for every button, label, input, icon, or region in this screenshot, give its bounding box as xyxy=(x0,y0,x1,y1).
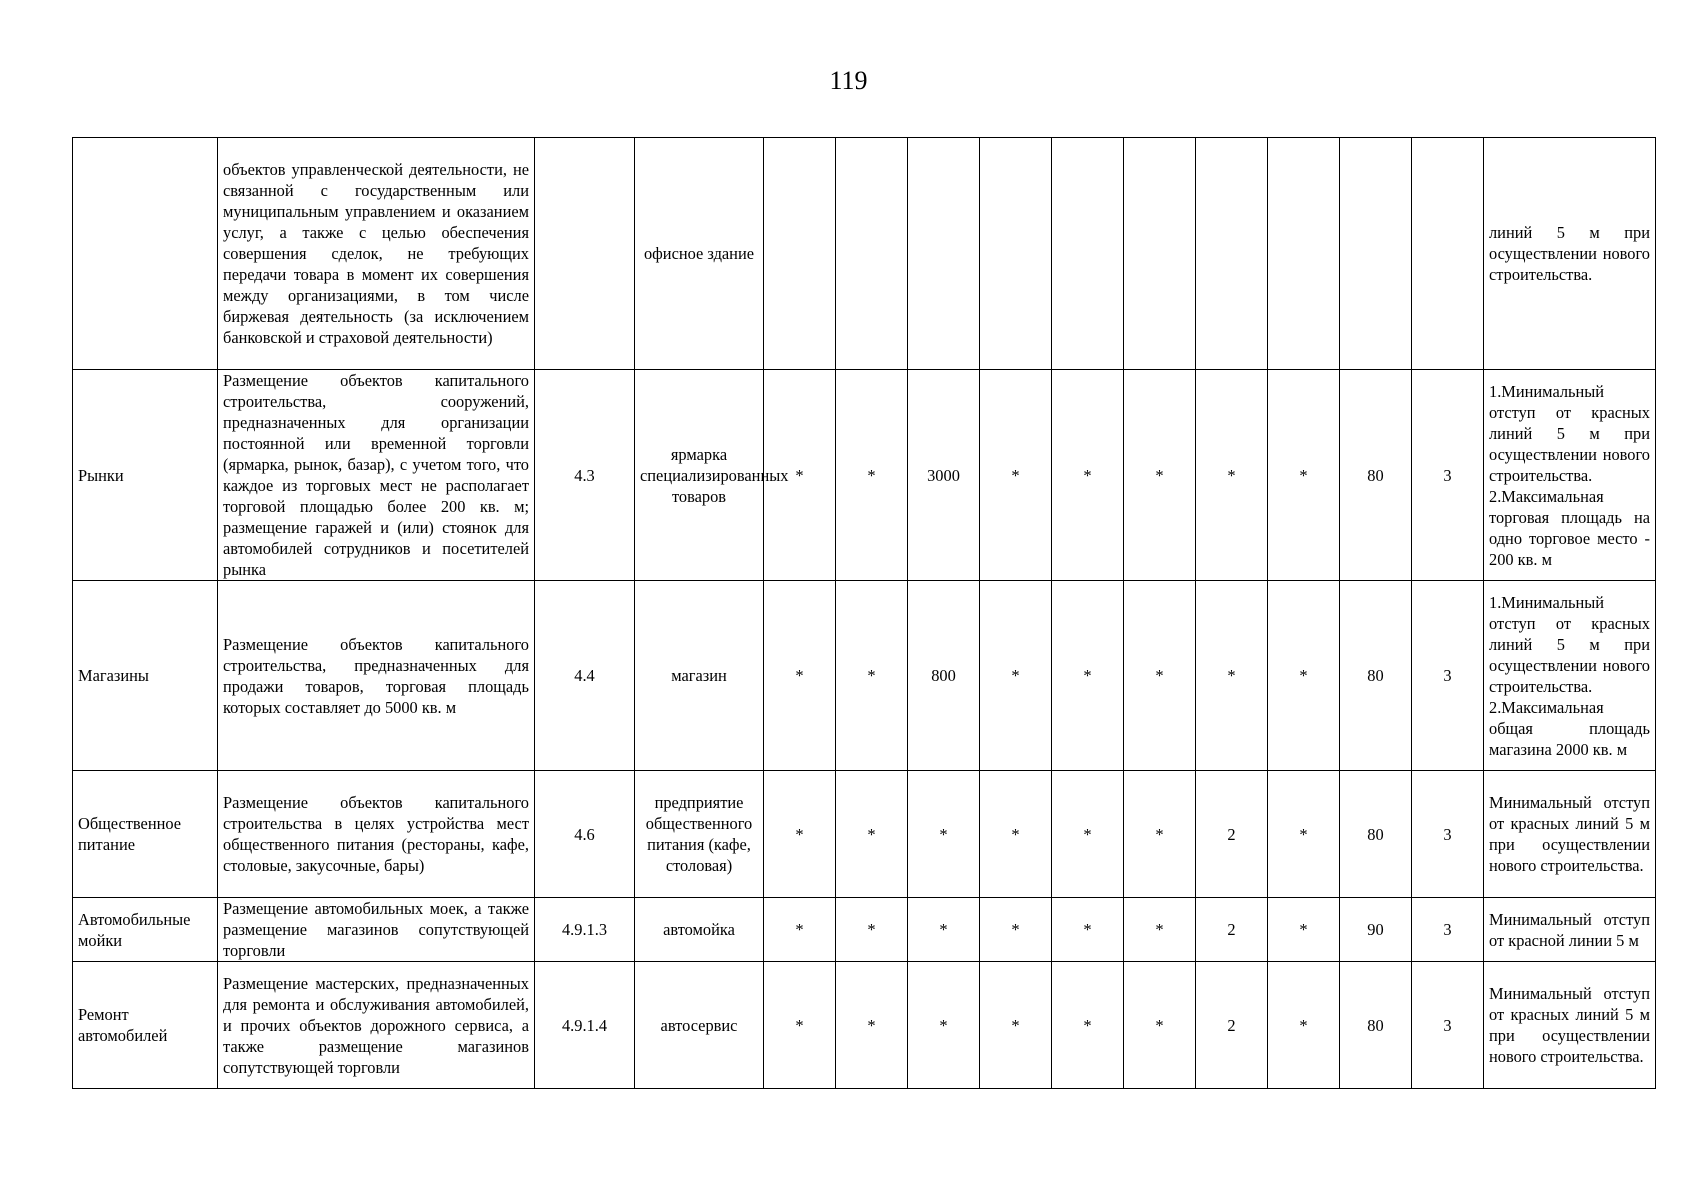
use-description-cell: Размещение объектов капитального строительства, предназначенных для продажи товаров, торговая площадь которых составляет до 5000 кв. м xyxy=(218,581,535,771)
param-cell: * xyxy=(980,370,1052,581)
param-cell: 2 xyxy=(1196,771,1268,898)
param-cell: * xyxy=(1052,581,1124,771)
use-description-cell: Размещение объектов капитального строительства в целях устройства мест общественного питания (рестораны, кафе, столовые, закусочные, бары) xyxy=(218,771,535,898)
use-name-cell: Автомобильные мойки xyxy=(73,898,218,962)
param-cell: * xyxy=(836,771,908,898)
param-cell xyxy=(1196,138,1268,370)
use-name-cell: Общественное питание xyxy=(73,771,218,898)
param-cell: 3 xyxy=(1412,771,1484,898)
table-row xyxy=(73,962,1656,1089)
use-code-cell xyxy=(535,138,635,370)
param-cell xyxy=(908,138,980,370)
param-cell xyxy=(1340,138,1412,370)
table-row xyxy=(73,370,1656,581)
use-name-cell: Магазины xyxy=(73,581,218,771)
param-cell: * xyxy=(836,962,908,1089)
use-code-cell: 4.9.1.3 xyxy=(535,898,635,962)
object-type-cell: магазин xyxy=(635,581,764,771)
use-name-cell: Рынки xyxy=(73,370,218,581)
param-cell: * xyxy=(1268,771,1340,898)
note-cell: 1.Минимальный отступ от красных линий 5 м при осуществлении нового строительства. 2.Максимальная торговая площадь на одно торговое место - 200 кв. м xyxy=(1484,370,1656,581)
param-cell: * xyxy=(836,898,908,962)
param-cell: 3 xyxy=(1412,581,1484,771)
note-cell: Минимальный отступ от красных линий 5 м при осуществлении нового строительства. xyxy=(1484,771,1656,898)
param-cell: 2 xyxy=(1196,962,1268,1089)
param-cell: * xyxy=(1052,771,1124,898)
param-cell: * xyxy=(1124,898,1196,962)
param-cell: * xyxy=(1268,370,1340,581)
param-cell: * xyxy=(764,370,836,581)
param-cell: * xyxy=(1196,370,1268,581)
zoning-table xyxy=(72,137,1656,1089)
use-description-cell: Размещение мастерских, предназначенных для ремонта и обслуживания автомобилей, и прочих объектов дорожного сервиса, а также размещение магазинов сопутствующей торговли xyxy=(218,962,535,1089)
param-cell: * xyxy=(1124,370,1196,581)
use-description-cell: Размещение автомобильных моек, а также размещение магазинов сопутствующей торговли xyxy=(218,898,535,962)
use-description-cell: Размещение объектов капитального строительства, сооружений, предназначенных для организации постоянной или временной торговли (ярмарка, рынок, базар), с учетом того, что каждое из торговых мест не располагает торговой площадью более 200 кв. м; размещение гаражей и (или) стоянок для автомобилей сотрудников и посетителей рынка xyxy=(218,370,535,581)
param-cell: * xyxy=(1268,581,1340,771)
use-code-cell: 4.4 xyxy=(535,581,635,771)
param-cell: * xyxy=(764,581,836,771)
param-cell: * xyxy=(764,898,836,962)
param-cell: * xyxy=(836,370,908,581)
param-cell: * xyxy=(764,962,836,1089)
param-cell: * xyxy=(1052,962,1124,1089)
param-cell: 3000 xyxy=(908,370,980,581)
note-cell: Минимальный отступ от красной линии 5 м xyxy=(1484,898,1656,962)
table-row xyxy=(73,138,1656,370)
param-cell xyxy=(1124,138,1196,370)
param-cell: * xyxy=(1124,581,1196,771)
param-cell: 2 xyxy=(1196,898,1268,962)
param-cell: * xyxy=(1196,581,1268,771)
object-type-cell: офисное здание xyxy=(635,138,764,370)
param-cell: * xyxy=(1268,898,1340,962)
param-cell: 80 xyxy=(1340,370,1412,581)
use-name-cell: Ремонт автомобилей xyxy=(73,962,218,1089)
param-cell: 80 xyxy=(1340,962,1412,1089)
param-cell: * xyxy=(836,581,908,771)
param-cell: 3 xyxy=(1412,370,1484,581)
param-cell xyxy=(1268,138,1340,370)
param-cell: 80 xyxy=(1340,581,1412,771)
param-cell xyxy=(1412,138,1484,370)
param-cell: 3 xyxy=(1412,962,1484,1089)
page-number: 119 xyxy=(829,66,868,95)
param-cell: * xyxy=(980,962,1052,1089)
param-cell: * xyxy=(1052,898,1124,962)
param-cell: * xyxy=(908,898,980,962)
param-cell: * xyxy=(1268,962,1340,1089)
object-type-cell: предприятие общественного питания (кафе, столовая) xyxy=(635,771,764,898)
param-cell xyxy=(1052,138,1124,370)
table-row xyxy=(73,581,1656,771)
table-row xyxy=(73,898,1656,962)
object-type-cell: ярмарка специализированных товаров xyxy=(635,370,764,581)
use-description-cell: объектов управленческой деятельности, не связанной с государственным или муниципальным управлением и оказанием услуг, а также с целью обеспечения совершения сделок, не требующих передачи товара в момент их совершения между организациями, в том числе биржевая деятельность (за исключением банковской и страховой деятельности) xyxy=(218,138,535,370)
param-cell: * xyxy=(980,581,1052,771)
param-cell: 80 xyxy=(1340,771,1412,898)
param-cell: * xyxy=(764,771,836,898)
use-code-cell: 4.3 xyxy=(535,370,635,581)
note-cell: 1.Минимальный отступ от красных линий 5 м при осуществлении нового строительства. 2.Максимальная общая площадь магазина 2000 кв. м xyxy=(1484,581,1656,771)
param-cell: * xyxy=(980,771,1052,898)
param-cell: * xyxy=(908,771,980,898)
param-cell: * xyxy=(1052,370,1124,581)
param-cell: * xyxy=(980,898,1052,962)
param-cell: 800 xyxy=(908,581,980,771)
param-cell xyxy=(836,138,908,370)
table-row xyxy=(73,771,1656,898)
use-code-cell: 4.9.1.4 xyxy=(535,962,635,1089)
use-code-cell: 4.6 xyxy=(535,771,635,898)
param-cell xyxy=(764,138,836,370)
object-type-cell: автомойка xyxy=(635,898,764,962)
note-cell: линий 5 м при осуществлении нового строительства. xyxy=(1484,138,1656,370)
object-type-cell: автосервис xyxy=(635,962,764,1089)
param-cell xyxy=(980,138,1052,370)
note-cell: Минимальный отступ от красных линий 5 м при осуществлении нового строительства. xyxy=(1484,962,1656,1089)
param-cell: * xyxy=(1124,771,1196,898)
use-name-cell xyxy=(73,138,218,370)
param-cell: * xyxy=(908,962,980,1089)
param-cell: 3 xyxy=(1412,898,1484,962)
param-cell: 90 xyxy=(1340,898,1412,962)
param-cell: * xyxy=(1124,962,1196,1089)
